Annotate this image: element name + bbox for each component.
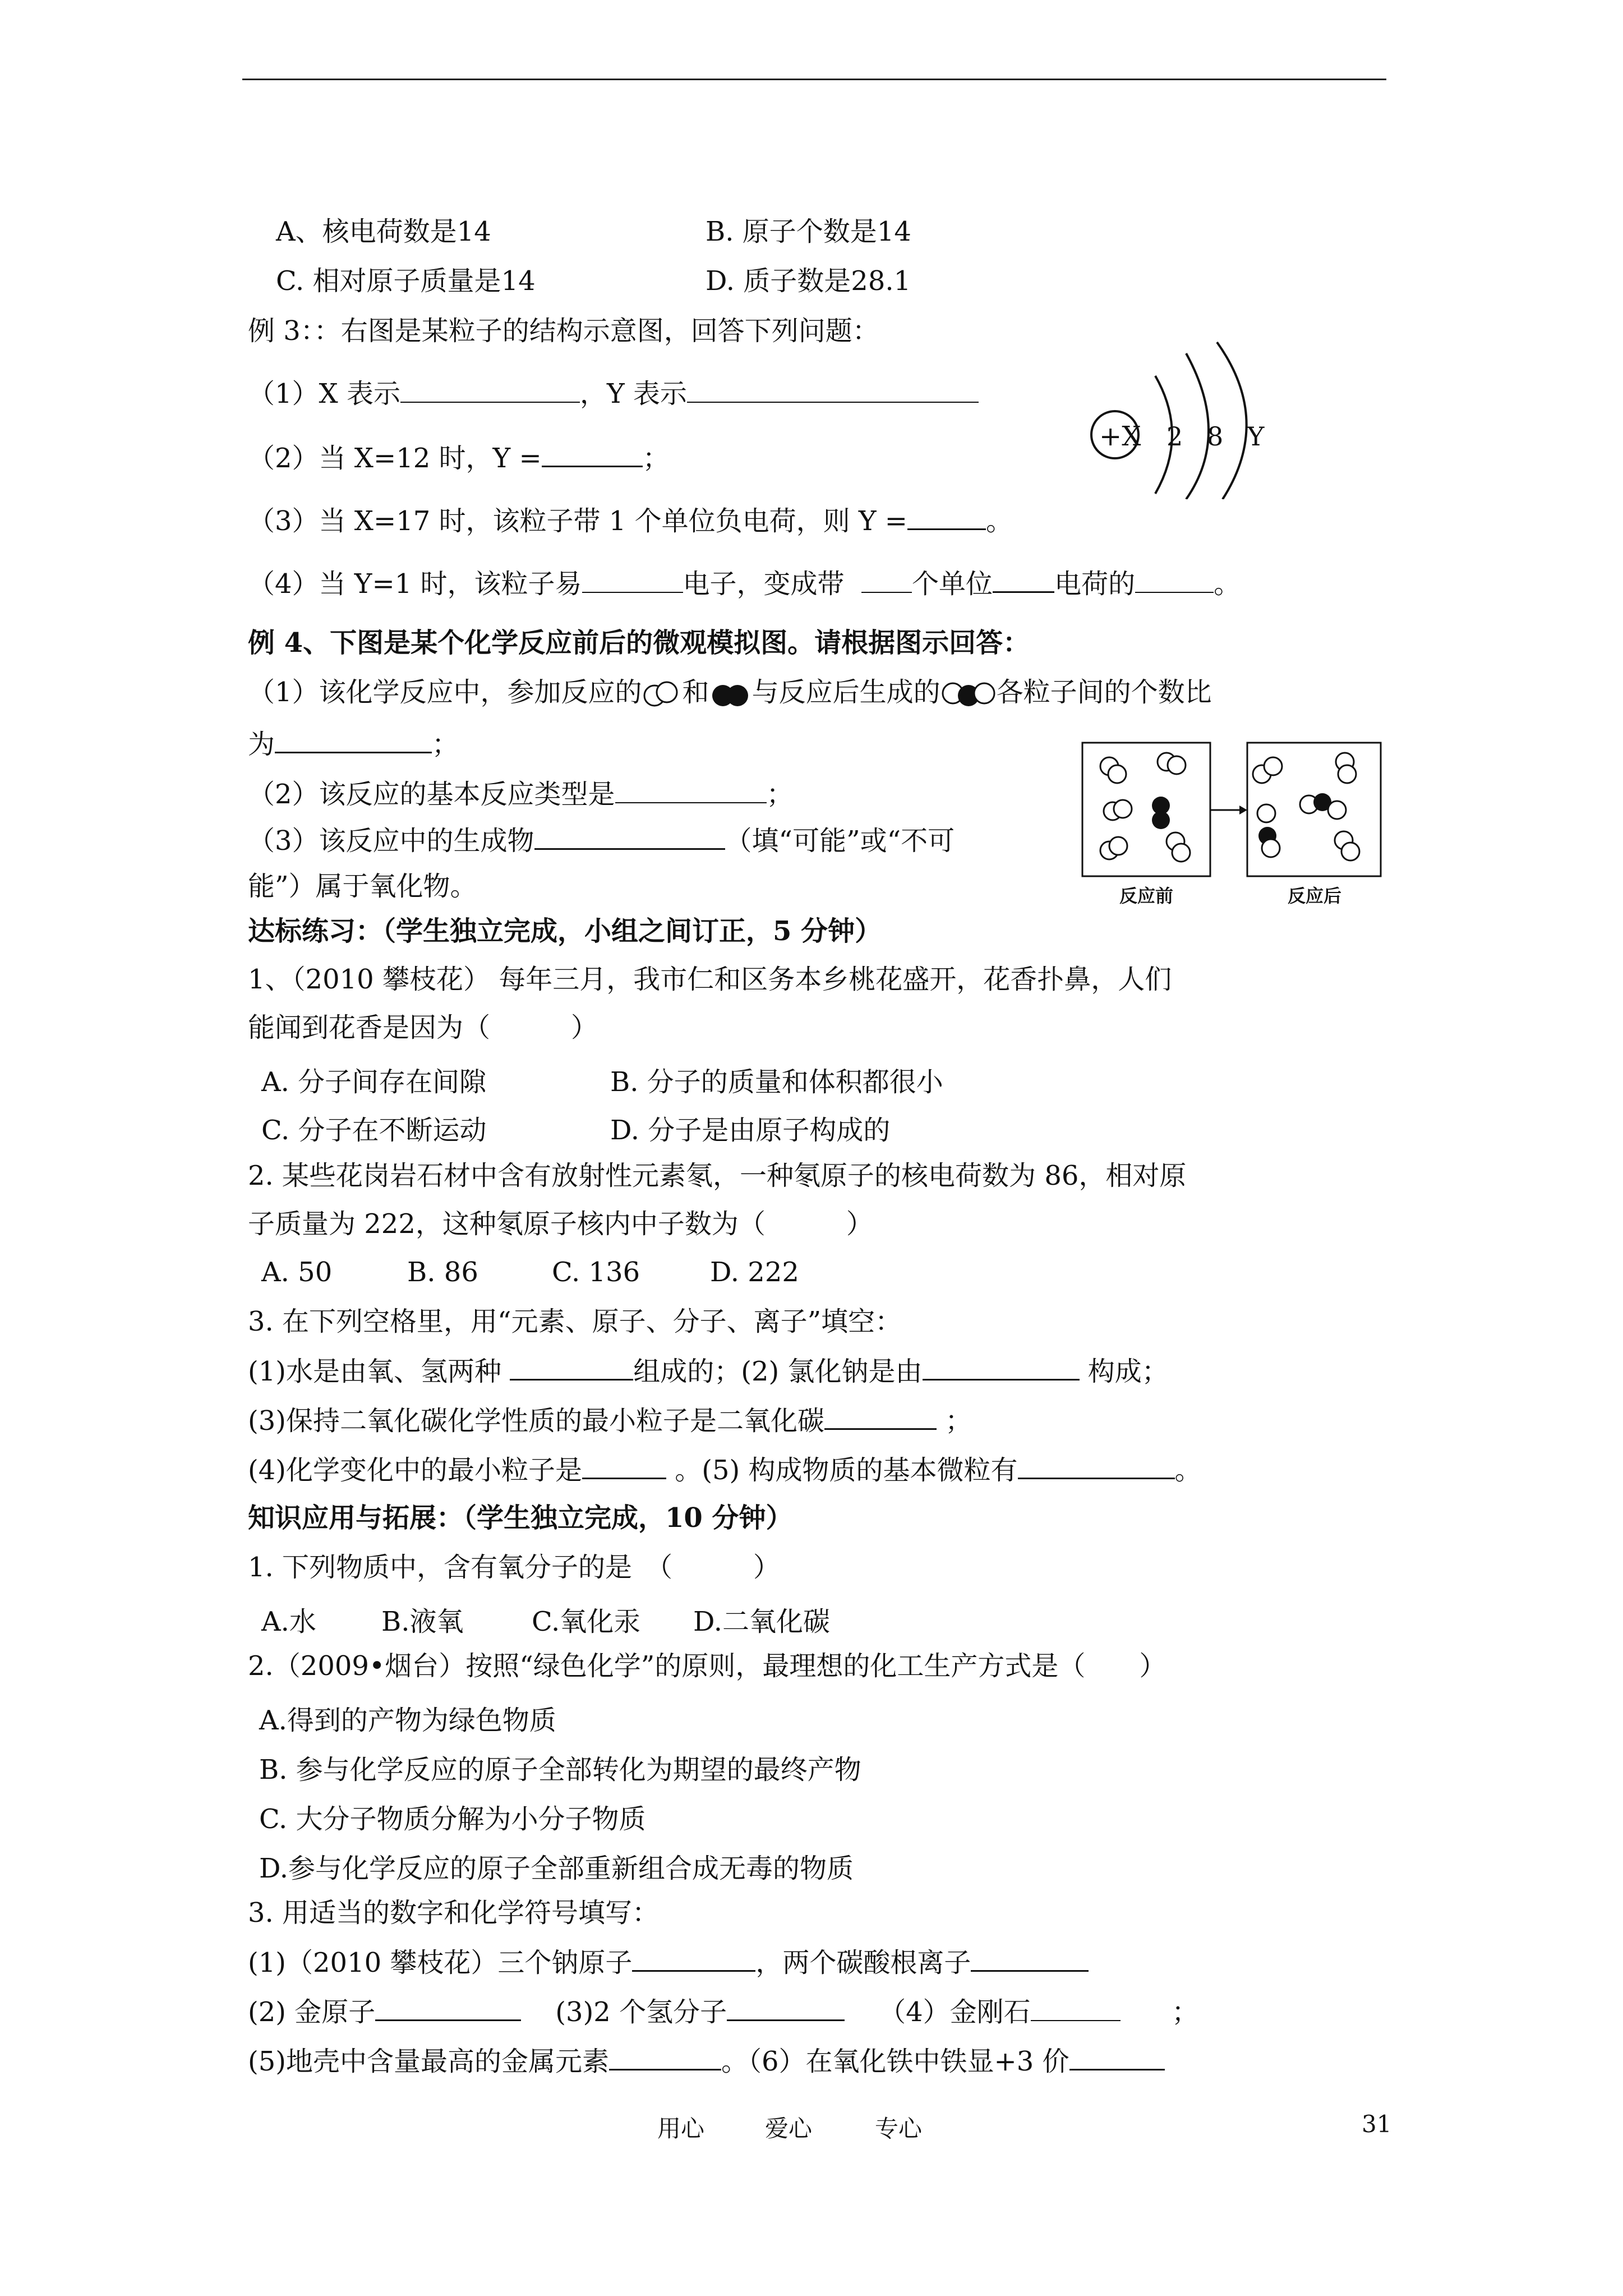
practice-q2-option-d[interactable]: D. 222 bbox=[710, 1257, 799, 1288]
ex3-q4-end: 。 bbox=[1214, 568, 1241, 600]
footer-word-3: 专心 bbox=[875, 2115, 923, 2142]
practice-q1-a: 1、（2010 攀枝花） 每年三月，我市仁和区务本乡桃花盛开，花香扑鼻，人们 bbox=[248, 964, 1172, 995]
practice-q3-3-a: (3)保持二氧化碳化学性质的最小粒子是二氧化碳 bbox=[248, 1405, 824, 1437]
ex3-q1 bbox=[248, 377, 979, 411]
practice-q3-1 bbox=[248, 1354, 1169, 1388]
practice-q3-4-c: 。 bbox=[1174, 1455, 1202, 1486]
before-box bbox=[1082, 743, 1210, 876]
ex3-q2 bbox=[248, 441, 670, 475]
practice-q1-option-c[interactable]: C. 分子在不断运动 bbox=[261, 1115, 487, 1146]
practice-q3-1-c: 构成； bbox=[1087, 1356, 1169, 1387]
ex3-q3 bbox=[248, 504, 1013, 538]
extension-q3-hydrogen-blank[interactable] bbox=[727, 1995, 845, 2021]
ex3-q4-blank-4[interactable] bbox=[1135, 567, 1214, 593]
ex4-title: 例 4、下图是某个化学反应前后的微观模拟图。请根据图示回答： bbox=[248, 627, 1030, 659]
extension-q2-option-d[interactable]: D.参与化学反应的原子全部重新组合成无毒的物质 bbox=[259, 1853, 854, 1884]
prev-option-b: B. 原子个数是14 bbox=[706, 216, 911, 247]
extension-q1-option-b[interactable]: B.液氧 bbox=[381, 1606, 464, 1637]
ex3-q4-d: 电荷的 bbox=[1054, 568, 1136, 600]
practice-q2-b: 子质量为 222，这种氡原子核内中子数为（ ） bbox=[248, 1208, 873, 1240]
ex4-q1-e: 为 bbox=[248, 729, 275, 760]
ex4-q1-a: （1）该化学反应中，参加反应的 bbox=[248, 677, 642, 708]
ex4-q1-d: 各粒子间的个数比 bbox=[996, 677, 1212, 708]
page-number: 31 bbox=[1362, 2110, 1392, 2138]
extension-q3-1-blank[interactable] bbox=[632, 1945, 755, 1972]
extension-q3-2-b: (3)2 个氢分子 bbox=[555, 1996, 727, 2028]
practice-q2-a: 2. 某些花岗岩石材中含有放射性元素氡，一种氡原子的核电荷数为 86，相对原 bbox=[248, 1160, 1187, 1191]
oxygen-molecule-icon bbox=[642, 679, 683, 710]
prev-option-c: C. 相对原子质量是14 bbox=[276, 265, 536, 297]
before-label: 反应前 bbox=[1119, 885, 1174, 907]
extension-heading: 知识应用与拓展：（学生独立完成，10 分钟） bbox=[248, 1502, 793, 1534]
practice-q3-4-a: (4)化学变化中的最小粒子是 bbox=[248, 1455, 582, 1486]
ex3-q4-a: （4）当 Y=1 时，该粒子易 bbox=[248, 568, 582, 600]
shell-1-count: 2 bbox=[1166, 421, 1183, 452]
ex3-q1-blank-x[interactable] bbox=[400, 377, 580, 403]
practice-q3-1-b: 组成的；(2) 氯化钠是由 bbox=[633, 1356, 923, 1387]
ex3-q3-text: （3）当 X=17 时，该粒子带 1 个单位负电荷，则 Y = bbox=[248, 505, 908, 537]
extension-q2: 2.（2009•烟台）按照“绿色化学”的原则，最理想的化工生产方式是（ ） bbox=[248, 1650, 1166, 1682]
ex4-q3-b: （填“可能”或“不可 bbox=[725, 825, 955, 857]
practice-q3-2-blank[interactable] bbox=[923, 1354, 1080, 1381]
extension-q3-5 bbox=[248, 2044, 1165, 2078]
shell-2-count: 8 bbox=[1207, 421, 1224, 452]
practice-q3-1-blank[interactable] bbox=[510, 1354, 633, 1381]
extension-q3-gold-blank[interactable] bbox=[375, 1995, 521, 2021]
ex4-q1-end: ； bbox=[432, 729, 459, 760]
ex4-q2-blank[interactable] bbox=[615, 777, 767, 803]
extension-q3-5-blank[interactable] bbox=[609, 2044, 721, 2070]
ex3-q2-text: （2）当 X=12 时，Y = bbox=[248, 443, 542, 474]
ex4-q2-end: ； bbox=[766, 779, 794, 810]
ex3-q4-b: 电子，变成带 bbox=[683, 568, 845, 600]
ex4-q1-cont bbox=[248, 727, 459, 761]
ex3-q1-a: （1）X 表示 bbox=[248, 378, 400, 409]
ex4-q2-text: （2）该反应的基本反应类型是 bbox=[248, 779, 615, 810]
electron-shell-2 bbox=[1186, 353, 1209, 499]
ex3-q2-blank[interactable] bbox=[542, 441, 643, 467]
ex3-q3-blank[interactable] bbox=[907, 504, 986, 530]
ex3-q3-end: 。 bbox=[986, 505, 1013, 537]
practice-q1-option-b[interactable]: B. 分子的质量和体积都很小 bbox=[610, 1066, 943, 1098]
ex3-q4-blank-2[interactable] bbox=[861, 567, 912, 593]
ex3-q4-blank-1[interactable] bbox=[582, 567, 683, 593]
extension-q3-2-a: (2) 金原子 bbox=[248, 1996, 376, 2028]
ex4-q1-blank[interactable] bbox=[275, 727, 432, 753]
practice-q3-5-blank[interactable] bbox=[1018, 1453, 1175, 1479]
extension-q2-option-b[interactable]: B. 参与化学反应的原子全部转化为期望的最终产物 bbox=[259, 1754, 861, 1786]
extension-q3-2-blank[interactable] bbox=[971, 1945, 1089, 1972]
nucleus-label: +X bbox=[1099, 421, 1141, 452]
practice-q2-option-a[interactable]: A. 50 bbox=[261, 1257, 333, 1288]
practice-q3-4-b: 。(5) 构成物质的基本微粒有 bbox=[675, 1455, 1018, 1486]
ex3-q4 bbox=[248, 567, 1241, 601]
extension-q1: 1. 下列物质中，含有氧分子的是 （ ） bbox=[248, 1552, 781, 1583]
ex4-q3 bbox=[248, 823, 955, 858]
extension-q3-6-blank[interactable] bbox=[1069, 2044, 1165, 2070]
footer-word-1: 用心 bbox=[657, 2115, 705, 2142]
ex3-q4-blank-3[interactable] bbox=[993, 567, 1054, 593]
ex3-title: 例 3：：右图是某粒子的结构示意图，回答下列问题： bbox=[248, 315, 879, 347]
practice-q3-3-b: ； bbox=[945, 1405, 972, 1437]
practice-q1-option-a[interactable]: A. 分子间存在间隙 bbox=[261, 1066, 487, 1098]
practice-heading: 达标练习：（学生独立完成，小组之间订正，5 分钟） bbox=[248, 915, 882, 947]
extension-q1-option-a[interactable]: A.水 bbox=[261, 1606, 316, 1637]
extension-q2-option-c[interactable]: C. 大分子物质分解为小分子物质 bbox=[259, 1803, 646, 1835]
practice-q3-3-blank[interactable] bbox=[824, 1404, 937, 1430]
atom-structure-diagram bbox=[1082, 331, 1295, 499]
after-label: 反应后 bbox=[1288, 885, 1342, 907]
extension-q3-5-b: 。（6）在氧化铁中铁显+3 价 bbox=[721, 2046, 1069, 2077]
ex4-q1 bbox=[248, 675, 1212, 710]
extension-q1-option-c[interactable]: C.氧化汞 bbox=[532, 1606, 641, 1637]
ex4-q3-blank[interactable] bbox=[534, 823, 725, 850]
extension-q3: 3. 用适当的数字和化学符号填写： bbox=[248, 1897, 660, 1929]
extension-q3-2-c: （4）金刚石 bbox=[879, 1996, 1031, 2028]
product-molecule-icon bbox=[940, 679, 997, 710]
ex4-q2 bbox=[248, 777, 794, 811]
ex3-q2-end: ； bbox=[642, 443, 670, 474]
practice-q3-3 bbox=[248, 1404, 972, 1438]
prev-option-d: D. 质子数是28.1 bbox=[706, 265, 911, 297]
footer-word-2: 爱心 bbox=[765, 2115, 813, 2142]
shell-3-count: Y bbox=[1247, 421, 1265, 452]
ex4-q3-a: （3）该反应中的生成物 bbox=[248, 825, 534, 857]
practice-q1-b: 能闻到花香是因为（ ） bbox=[248, 1012, 598, 1043]
practice-q1-option-d[interactable]: D. 分子是由原子构成的 bbox=[610, 1115, 891, 1146]
practice-q3: 3. 在下列空格里，用“元素、原子、分子、离子”填空： bbox=[248, 1306, 902, 1337]
extension-q3-1 bbox=[248, 1945, 1089, 1980]
ex3-q1-b: ，Y 表示 bbox=[579, 378, 687, 409]
extension-q3-1-a: (1)（2010 攀枝花）三个钠原子 bbox=[248, 1947, 633, 1978]
electron-shell-3 bbox=[1217, 342, 1247, 499]
practice-q2-option-c[interactable]: C. 136 bbox=[552, 1257, 640, 1288]
practice-q2-option-b[interactable]: B. 86 bbox=[407, 1257, 478, 1288]
extension-q3-diamond-blank[interactable] bbox=[1031, 1995, 1121, 2021]
extension-q3-5-a: (5)地壳中含量最高的金属元素 bbox=[248, 2046, 609, 2077]
extension-q1-option-d[interactable]: D.二氧化碳 bbox=[693, 1606, 831, 1637]
header-rule bbox=[242, 79, 1386, 80]
extension-q2-option-a[interactable]: A.得到的产物为绿色物质 bbox=[259, 1705, 556, 1736]
ex4-q1-c: 与反应后生成的 bbox=[751, 677, 940, 708]
ex3-q4-c: 个单位 bbox=[912, 568, 993, 600]
after-box bbox=[1247, 743, 1381, 876]
ex4-q1-b: 和 bbox=[682, 677, 709, 708]
extension-q3-1-b: ，两个碳酸根离子 bbox=[755, 1947, 971, 1978]
practice-q3-1-a: (1)水是由氧、氢两种 bbox=[248, 1356, 501, 1387]
ex4-q3-cont: 能”）属于氧化物。 bbox=[248, 871, 477, 902]
reaction-arrowhead bbox=[1239, 806, 1247, 815]
extension-q3-2 bbox=[248, 1995, 1198, 2029]
prev-option-a: A、核电荷数是14 bbox=[276, 216, 491, 247]
practice-q3-4 bbox=[248, 1453, 1202, 1487]
practice-q3-4-blank[interactable] bbox=[582, 1453, 666, 1479]
black-molecule-icon bbox=[709, 679, 752, 710]
extension-q3-2-d: ； bbox=[1172, 1996, 1199, 2028]
ex3-q1-blank-y[interactable] bbox=[687, 377, 979, 403]
